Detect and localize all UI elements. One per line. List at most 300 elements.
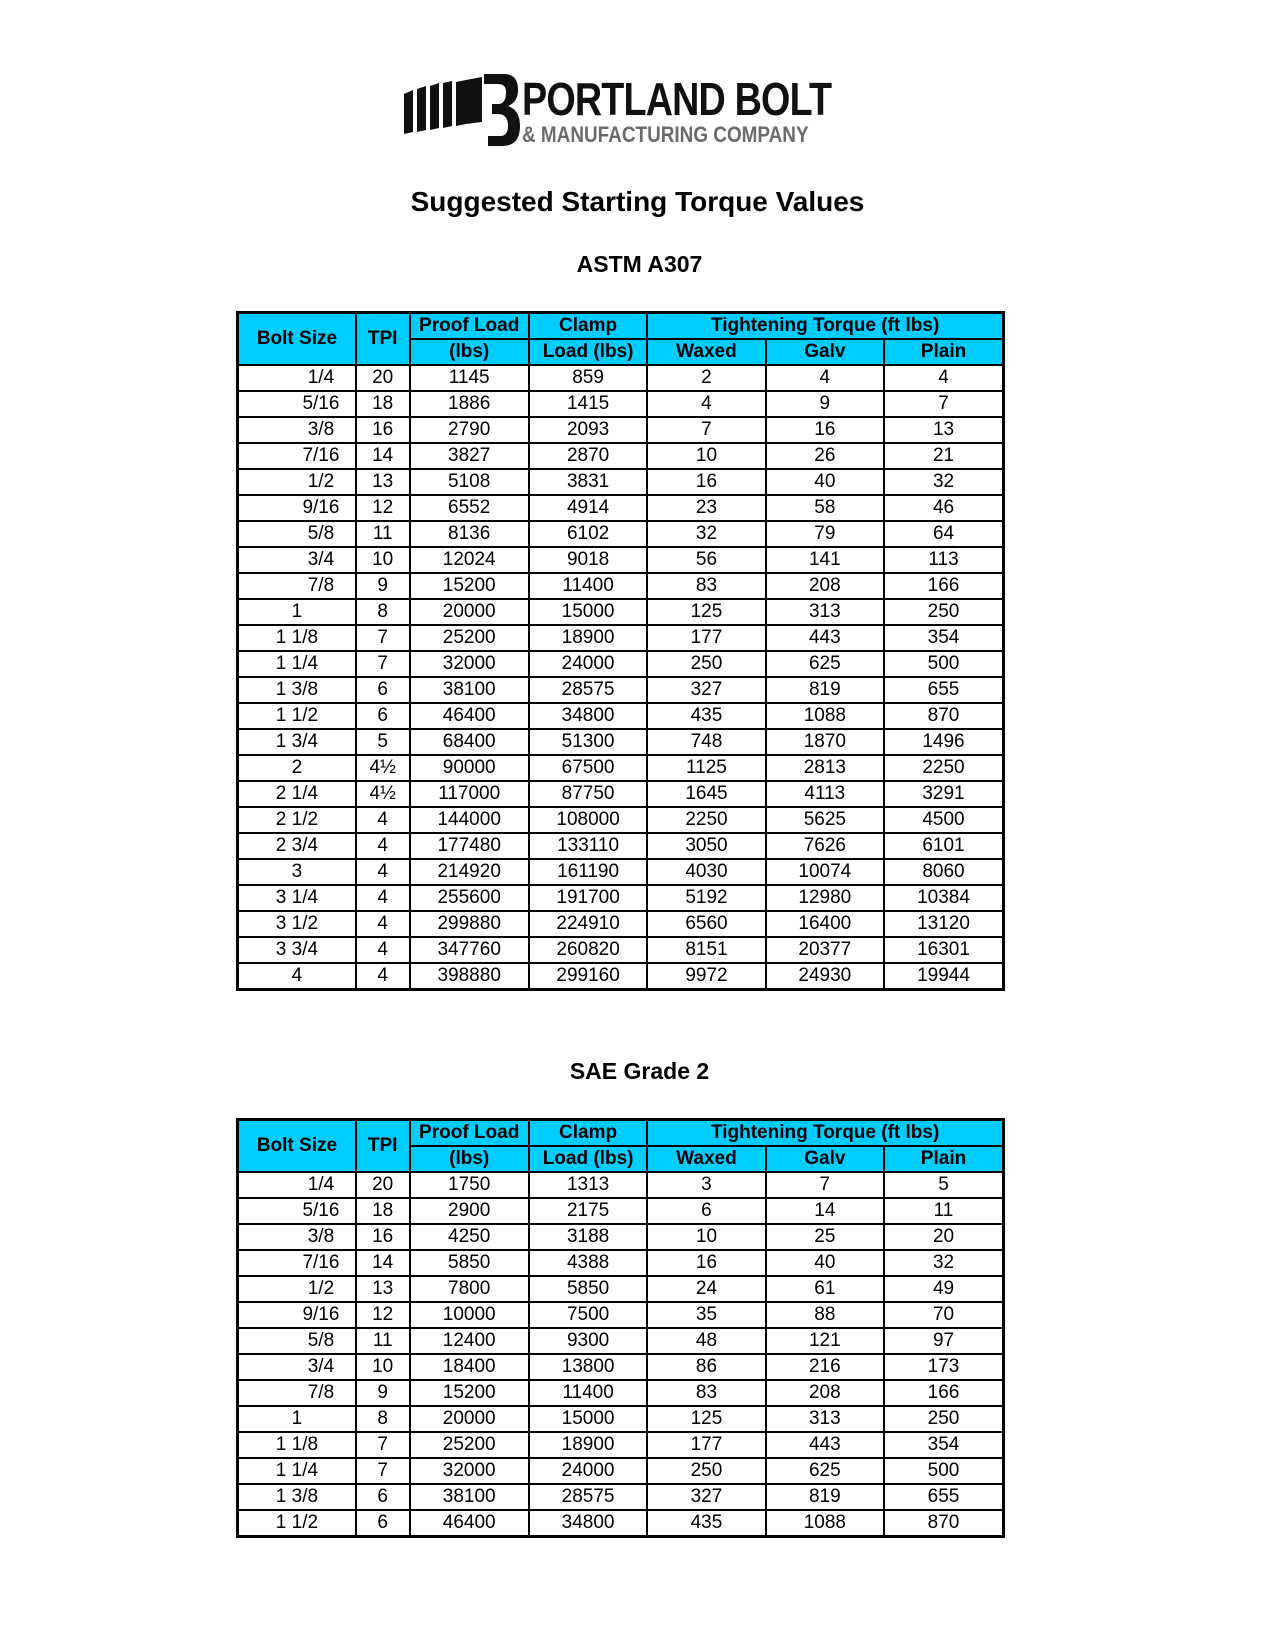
clamp-load-cell: 191700: [529, 885, 647, 911]
tpi-cell: 11: [356, 1328, 410, 1354]
torque-waxed-cell: 327: [647, 677, 765, 703]
table-row: [238, 781, 1004, 807]
proof-load-cell: 144000: [410, 807, 529, 833]
proof-load-cell: 1886: [410, 391, 529, 417]
table-title-sae-grade-2: SAE Grade 2: [569, 1058, 710, 1084]
clamp-load-cell: 224910: [529, 911, 647, 937]
proof-load-cell: 398880: [410, 963, 529, 990]
proof-load-cell: 299880: [410, 911, 529, 937]
clamp-load-cell: 3831: [529, 469, 647, 495]
proof-load-cell: 177480: [410, 833, 529, 859]
torque-galv-cell: 625: [766, 651, 884, 677]
torque-plain-cell: 166: [884, 573, 1003, 599]
torque-plain-cell: 32: [884, 469, 1003, 495]
table-row: [238, 1198, 1004, 1224]
tpi-cell: 4: [356, 833, 410, 859]
torque-plain-cell: 10384: [884, 885, 1003, 911]
tpi-cell: 4: [356, 963, 410, 990]
table-body: [238, 365, 1004, 990]
torque-galv-cell: 1870: [766, 729, 884, 755]
proof-load-cell: 1750: [410, 1172, 529, 1198]
proof-load-cell: 3827: [410, 443, 529, 469]
torque-galv-cell: 40: [766, 1250, 884, 1276]
bolt-size-cell: 3/4: [238, 547, 356, 573]
torque-galv-cell: 9: [766, 391, 884, 417]
bolt-size-cell: 1/2: [238, 1276, 356, 1302]
clamp-load-cell: 34800: [529, 1510, 647, 1537]
torque-galv-cell: 16: [766, 417, 884, 443]
torque-plain-cell: 4: [884, 365, 1003, 391]
proof-load-cell: 90000: [410, 755, 529, 781]
torque-plain-cell: 13: [884, 417, 1003, 443]
header-waxed: Waxed: [647, 339, 765, 365]
tpi-cell: 7: [356, 651, 410, 677]
tpi-cell: 18: [356, 391, 410, 417]
bolt-size-cell: 1: [238, 1406, 356, 1432]
torque-galv-cell: 61: [766, 1276, 884, 1302]
bolt-size-cell: 3/4: [238, 1354, 356, 1380]
table-row: [238, 1250, 1004, 1276]
torque-plain-cell: 5: [884, 1172, 1003, 1198]
torque-waxed-cell: 56: [647, 547, 765, 573]
tpi-cell: 18: [356, 1198, 410, 1224]
tpi-cell: 4: [356, 937, 410, 963]
header-proof-load-unit: (lbs): [410, 339, 529, 365]
header-bolt-size: Bolt Size: [238, 313, 356, 366]
bolt-size-cell: 1 3/8: [238, 677, 356, 703]
tpi-cell: 4½: [356, 755, 410, 781]
torque-plain-cell: 500: [884, 1458, 1003, 1484]
clamp-load-cell: 7500: [529, 1302, 647, 1328]
torque-plain-cell: 870: [884, 703, 1003, 729]
torque-waxed-cell: 35: [647, 1302, 765, 1328]
table-row: [238, 443, 1004, 469]
header-clamp-load: Clamp: [529, 313, 647, 340]
torque-waxed-cell: 327: [647, 1484, 765, 1510]
logo-company-name: PORTLAND BOLT: [522, 73, 832, 125]
bolt-size-cell: 2 3/4: [238, 833, 356, 859]
torque-galv-cell: 7626: [766, 833, 884, 859]
proof-load-cell: 214920: [410, 859, 529, 885]
tpi-cell: 14: [356, 443, 410, 469]
bolt-size-cell: 1 1/8: [238, 625, 356, 651]
clamp-load-cell: 161190: [529, 859, 647, 885]
table-row: [238, 703, 1004, 729]
torque-plain-cell: 64: [884, 521, 1003, 547]
bolt-size-cell: 1/4: [238, 1172, 356, 1198]
torque-galv-cell: 40: [766, 469, 884, 495]
torque-galv-cell: 625: [766, 1458, 884, 1484]
clamp-load-cell: 6102: [529, 521, 647, 547]
clamp-load-cell: 3188: [529, 1224, 647, 1250]
table-title-astm-a307: ASTM A307: [576, 251, 703, 277]
table-row: [238, 1224, 1004, 1250]
bolt-size-cell: 4: [238, 963, 356, 990]
torque-galv-cell: 443: [766, 1432, 884, 1458]
proof-load-cell: 46400: [410, 703, 529, 729]
torque-galv-cell: 5625: [766, 807, 884, 833]
proof-load-cell: 20000: [410, 599, 529, 625]
torque-table-astm-a307: [236, 311, 1005, 991]
torque-galv-cell: 10074: [766, 859, 884, 885]
header-tpi: TPI: [356, 313, 410, 366]
torque-plain-cell: 354: [884, 625, 1003, 651]
torque-galv-cell: 443: [766, 625, 884, 651]
clamp-load-cell: 2175: [529, 1198, 647, 1224]
proof-load-cell: 38100: [410, 1484, 529, 1510]
torque-waxed-cell: 83: [647, 1380, 765, 1406]
torque-waxed-cell: 83: [647, 573, 765, 599]
table-row: [238, 391, 1004, 417]
header-plain: Plain: [884, 339, 1003, 365]
table-row: [238, 417, 1004, 443]
tpi-cell: 4: [356, 807, 410, 833]
table-row: [238, 1484, 1004, 1510]
header-plain: Plain: [884, 1146, 1003, 1172]
tpi-cell: 7: [356, 1432, 410, 1458]
header-proof-load: Proof Load: [410, 1120, 529, 1147]
bolt-size-cell: 9/16: [238, 495, 356, 521]
proof-load-cell: 18400: [410, 1354, 529, 1380]
tpi-cell: 7: [356, 1458, 410, 1484]
torque-plain-cell: 250: [884, 1406, 1003, 1432]
torque-waxed-cell: 250: [647, 1458, 765, 1484]
bolt-size-cell: 2 1/4: [238, 781, 356, 807]
logo-tagline: & MANUFACTURING COMPANY: [522, 122, 809, 147]
torque-plain-cell: 3291: [884, 781, 1003, 807]
table-row: [238, 1458, 1004, 1484]
torque-waxed-cell: 4030: [647, 859, 765, 885]
torque-waxed-cell: 177: [647, 1432, 765, 1458]
torque-galv-cell: 1088: [766, 703, 884, 729]
tpi-cell: 12: [356, 495, 410, 521]
bolt-size-cell: 3/8: [238, 417, 356, 443]
table-row: [238, 573, 1004, 599]
bolt-size-cell: 3/8: [238, 1224, 356, 1250]
clamp-load-cell: 24000: [529, 651, 647, 677]
proof-load-cell: 4250: [410, 1224, 529, 1250]
tpi-cell: 8: [356, 599, 410, 625]
proof-load-cell: 38100: [410, 677, 529, 703]
torque-galv-cell: 819: [766, 1484, 884, 1510]
torque-galv-cell: 20377: [766, 937, 884, 963]
torque-waxed-cell: 2250: [647, 807, 765, 833]
clamp-load-cell: 4388: [529, 1250, 647, 1276]
torque-plain-cell: 7: [884, 391, 1003, 417]
torque-plain-cell: 250: [884, 599, 1003, 625]
torque-plain-cell: 655: [884, 677, 1003, 703]
tpi-cell: 20: [356, 1172, 410, 1198]
torque-waxed-cell: 23: [647, 495, 765, 521]
tpi-cell: 16: [356, 1224, 410, 1250]
proof-load-cell: 6552: [410, 495, 529, 521]
torque-galv-cell: 12980: [766, 885, 884, 911]
torque-plain-cell: 46: [884, 495, 1003, 521]
proof-load-cell: 15200: [410, 1380, 529, 1406]
proof-load-cell: 8136: [410, 521, 529, 547]
table-row: [238, 1172, 1004, 1198]
table-row: [238, 1354, 1004, 1380]
tpi-cell: 6: [356, 1510, 410, 1537]
clamp-load-cell: 9018: [529, 547, 647, 573]
tpi-cell: 4: [356, 885, 410, 911]
torque-galv-cell: 24930: [766, 963, 884, 990]
table-row: [238, 1380, 1004, 1406]
torque-galv-cell: 16400: [766, 911, 884, 937]
torque-plain-cell: 19944: [884, 963, 1003, 990]
torque-plain-cell: 113: [884, 547, 1003, 573]
torque-plain-cell: 11: [884, 1198, 1003, 1224]
tpi-cell: 5: [356, 729, 410, 755]
clamp-load-cell: 2093: [529, 417, 647, 443]
proof-load-cell: 12024: [410, 547, 529, 573]
bolt-size-cell: 1/2: [238, 469, 356, 495]
table-body: [238, 1172, 1004, 1537]
clamp-load-cell: 4914: [529, 495, 647, 521]
table-row: [238, 365, 1004, 391]
tpi-cell: 6: [356, 1484, 410, 1510]
tpi-cell: 8: [356, 1406, 410, 1432]
clamp-load-cell: 15000: [529, 1406, 647, 1432]
torque-plain-cell: 655: [884, 1484, 1003, 1510]
torque-waxed-cell: 1125: [647, 755, 765, 781]
torque-galv-cell: 1088: [766, 1510, 884, 1537]
header-proof-load: Proof Load: [410, 313, 529, 340]
table-row: [238, 729, 1004, 755]
torque-plain-cell: 354: [884, 1432, 1003, 1458]
bolt-size-cell: 5/8: [238, 521, 356, 547]
torque-galv-cell: 4113: [766, 781, 884, 807]
torque-waxed-cell: 16: [647, 1250, 765, 1276]
torque-galv-cell: 14: [766, 1198, 884, 1224]
bolt-size-cell: 7/8: [238, 1380, 356, 1406]
table-row: [238, 859, 1004, 885]
bolt-size-cell: 1 1/2: [238, 703, 356, 729]
torque-waxed-cell: 5192: [647, 885, 765, 911]
proof-load-cell: 12400: [410, 1328, 529, 1354]
torque-galv-cell: 819: [766, 677, 884, 703]
torque-waxed-cell: 1645: [647, 781, 765, 807]
torque-galv-cell: 88: [766, 1302, 884, 1328]
clamp-load-cell: 133110: [529, 833, 647, 859]
tpi-cell: 9: [356, 1380, 410, 1406]
torque-waxed-cell: 16: [647, 469, 765, 495]
tpi-cell: 10: [356, 1354, 410, 1380]
header-clamp-load: Clamp: [529, 1120, 647, 1147]
bolt-size-cell: 1/4: [238, 365, 356, 391]
clamp-load-cell: 9300: [529, 1328, 647, 1354]
proof-load-cell: 117000: [410, 781, 529, 807]
torque-waxed-cell: 2: [647, 365, 765, 391]
tpi-cell: 4½: [356, 781, 410, 807]
clamp-load-cell: 67500: [529, 755, 647, 781]
torque-plain-cell: 6101: [884, 833, 1003, 859]
proof-load-cell: 2900: [410, 1198, 529, 1224]
proof-load-cell: 46400: [410, 1510, 529, 1537]
header-tightening-torque: Tightening Torque (ft lbs): [647, 1120, 1003, 1147]
table-row: [238, 807, 1004, 833]
table-row: [238, 547, 1004, 573]
torque-table-sae-grade-2: [236, 1118, 1005, 1538]
clamp-load-cell: 260820: [529, 937, 647, 963]
torque-plain-cell: 20: [884, 1224, 1003, 1250]
bolt-size-cell: 1 3/8: [238, 1484, 356, 1510]
proof-load-cell: 25200: [410, 1432, 529, 1458]
torque-waxed-cell: 6560: [647, 911, 765, 937]
proof-load-cell: 5108: [410, 469, 529, 495]
clamp-load-cell: 1313: [529, 1172, 647, 1198]
clamp-load-cell: 24000: [529, 1458, 647, 1484]
torque-galv-cell: 313: [766, 1406, 884, 1432]
torque-galv-cell: 2813: [766, 755, 884, 781]
tpi-cell: 14: [356, 1250, 410, 1276]
table-row: [238, 885, 1004, 911]
clamp-load-cell: 28575: [529, 1484, 647, 1510]
clamp-load-cell: 87750: [529, 781, 647, 807]
proof-load-cell: 10000: [410, 1302, 529, 1328]
tpi-cell: 13: [356, 469, 410, 495]
torque-waxed-cell: 4: [647, 391, 765, 417]
torque-plain-cell: 13120: [884, 911, 1003, 937]
torque-waxed-cell: 435: [647, 703, 765, 729]
torque-plain-cell: 870: [884, 1510, 1003, 1537]
clamp-load-cell: 28575: [529, 677, 647, 703]
clamp-load-cell: 2870: [529, 443, 647, 469]
clamp-load-cell: 11400: [529, 1380, 647, 1406]
torque-waxed-cell: 10: [647, 1224, 765, 1250]
tpi-cell: 11: [356, 521, 410, 547]
torque-plain-cell: 166: [884, 1380, 1003, 1406]
table-row: [238, 677, 1004, 703]
table-row: [238, 469, 1004, 495]
header-clamp-load-unit: Load (lbs): [529, 339, 647, 365]
table-row: [238, 1302, 1004, 1328]
torque-galv-cell: 216: [766, 1354, 884, 1380]
torque-waxed-cell: 748: [647, 729, 765, 755]
bolt-size-cell: 1 1/8: [238, 1432, 356, 1458]
table-row: [238, 911, 1004, 937]
proof-load-cell: 25200: [410, 625, 529, 651]
clamp-load-cell: 859: [529, 365, 647, 391]
bolt-size-cell: 1 1/4: [238, 1458, 356, 1484]
header-tpi: TPI: [356, 1120, 410, 1173]
torque-galv-cell: 313: [766, 599, 884, 625]
header-bolt-size: Bolt Size: [238, 1120, 356, 1173]
proof-load-cell: 68400: [410, 729, 529, 755]
bolt-size-cell: 1 1/4: [238, 651, 356, 677]
proof-load-cell: 5850: [410, 1250, 529, 1276]
clamp-load-cell: 51300: [529, 729, 647, 755]
torque-waxed-cell: 7: [647, 417, 765, 443]
clamp-load-cell: 108000: [529, 807, 647, 833]
table-row: [238, 833, 1004, 859]
torque-waxed-cell: 177: [647, 625, 765, 651]
header-proof-load-unit: (lbs): [410, 1146, 529, 1172]
torque-plain-cell: 2250: [884, 755, 1003, 781]
table-row: [238, 963, 1004, 990]
torque-galv-cell: 25: [766, 1224, 884, 1250]
company-logo: [404, 73, 832, 154]
table-row: [238, 937, 1004, 963]
clamp-load-cell: 18900: [529, 1432, 647, 1458]
torque-galv-cell: 7: [766, 1172, 884, 1198]
bolt-size-cell: 5/16: [238, 1198, 356, 1224]
proof-load-cell: 2790: [410, 417, 529, 443]
header-clamp-load-unit: Load (lbs): [529, 1146, 647, 1172]
torque-plain-cell: 173: [884, 1354, 1003, 1380]
tpi-cell: 13: [356, 1276, 410, 1302]
header-galv: Galv: [766, 339, 884, 365]
torque-galv-cell: 58: [766, 495, 884, 521]
proof-load-cell: 1145: [410, 365, 529, 391]
torque-waxed-cell: 3050: [647, 833, 765, 859]
table-row: [238, 625, 1004, 651]
bolt-size-cell: 9/16: [238, 1302, 356, 1328]
proof-load-cell: 32000: [410, 1458, 529, 1484]
torque-waxed-cell: 48: [647, 1328, 765, 1354]
bolt-size-cell: 3 1/2: [238, 911, 356, 937]
torque-waxed-cell: 24: [647, 1276, 765, 1302]
tpi-cell: 10: [356, 547, 410, 573]
torque-galv-cell: 208: [766, 1380, 884, 1406]
torque-plain-cell: 1496: [884, 729, 1003, 755]
table-row: [238, 1406, 1004, 1432]
table-row: [238, 495, 1004, 521]
clamp-load-cell: 299160: [529, 963, 647, 990]
torque-galv-cell: 79: [766, 521, 884, 547]
bolt-size-cell: 3: [238, 859, 356, 885]
tpi-cell: 16: [356, 417, 410, 443]
clamp-load-cell: 13800: [529, 1354, 647, 1380]
header-tightening-torque: Tightening Torque (ft lbs): [647, 313, 1003, 340]
tpi-cell: 4: [356, 859, 410, 885]
proof-load-cell: 32000: [410, 651, 529, 677]
torque-waxed-cell: 9972: [647, 963, 765, 990]
bolt-size-cell: 1: [238, 599, 356, 625]
bolt-size-cell: 7/16: [238, 443, 356, 469]
table-row: [238, 651, 1004, 677]
torque-waxed-cell: 125: [647, 599, 765, 625]
proof-load-cell: 20000: [410, 1406, 529, 1432]
torque-waxed-cell: 10: [647, 443, 765, 469]
clamp-load-cell: 34800: [529, 703, 647, 729]
table-row: [238, 1432, 1004, 1458]
tpi-cell: 12: [356, 1302, 410, 1328]
bolt-logo-icon: [404, 74, 524, 154]
torque-waxed-cell: 435: [647, 1510, 765, 1537]
tpi-cell: 6: [356, 677, 410, 703]
clamp-load-cell: 15000: [529, 599, 647, 625]
clamp-load-cell: 11400: [529, 573, 647, 599]
bolt-size-cell: 1 1/2: [238, 1510, 356, 1537]
proof-load-cell: 7800: [410, 1276, 529, 1302]
tpi-cell: 7: [356, 625, 410, 651]
torque-waxed-cell: 250: [647, 651, 765, 677]
torque-waxed-cell: 3: [647, 1172, 765, 1198]
header-galv: Galv: [766, 1146, 884, 1172]
clamp-load-cell: 5850: [529, 1276, 647, 1302]
torque-waxed-cell: 125: [647, 1406, 765, 1432]
bolt-size-cell: 5/8: [238, 1328, 356, 1354]
clamp-load-cell: 18900: [529, 625, 647, 651]
table-row: [238, 521, 1004, 547]
proof-load-cell: 347760: [410, 937, 529, 963]
torque-galv-cell: 121: [766, 1328, 884, 1354]
torque-galv-cell: 208: [766, 573, 884, 599]
clamp-load-cell: 1415: [529, 391, 647, 417]
proof-load-cell: 15200: [410, 573, 529, 599]
torque-plain-cell: 16301: [884, 937, 1003, 963]
